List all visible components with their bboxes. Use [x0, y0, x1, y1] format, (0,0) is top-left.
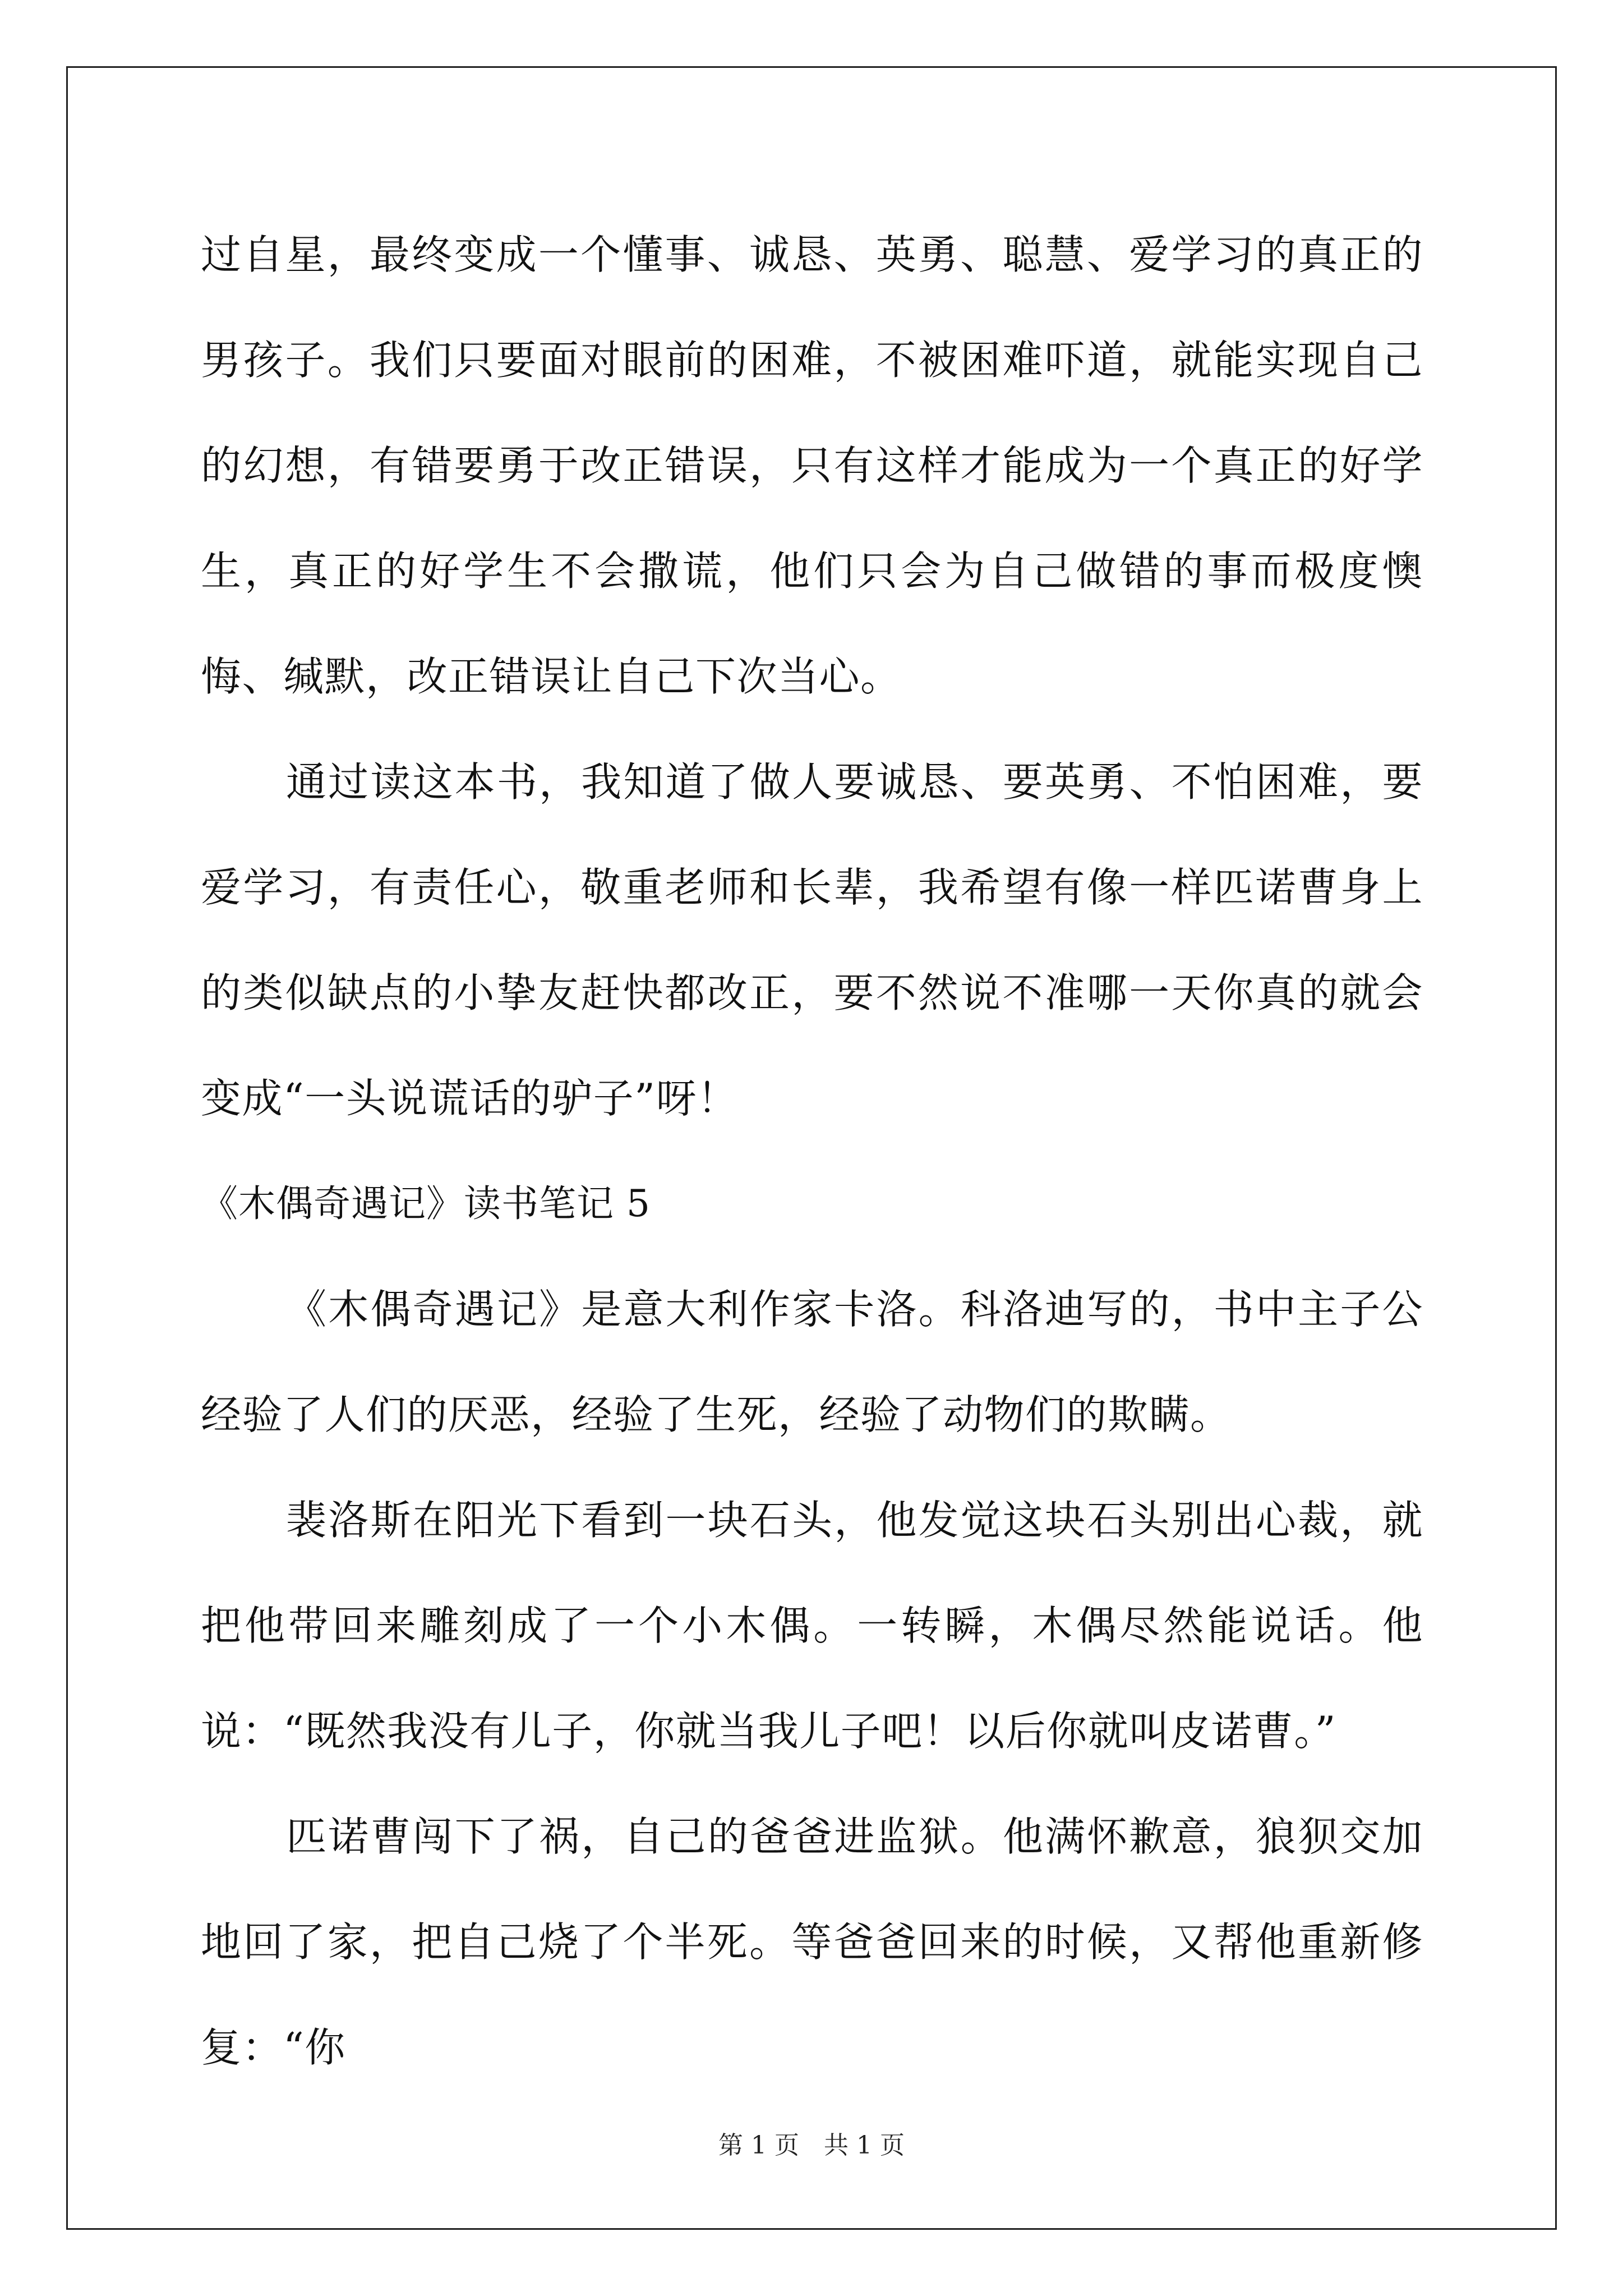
paragraph-carving: 裴洛斯在阳光下看到一块石头，他发觉这块石头别出心裁，就把他带回来雕刻成了一个小木偶。一转瞬，木偶尽然能说话。他说：“既然我没有儿子，你就当我儿子吧！以后你就叫皮诺曹。”: [201, 1497, 1423, 1755]
paragraph-reflection: 通过读这本书，我知道了做人要诚恳、要英勇、不怕困难，要爱学习，有责任心，敬重老师和长辈，我希望有像一样匹诺曹身上的类似缺点的小挚友赶快都改正，要不然说不准哪一天你真的就会变成“一头说谎话的驴子”呀！: [201, 758, 1423, 1122]
paragraph-trouble: 匹诺曹闯下了祸，自己的爸爸进监狱。他满怀歉意，狼狈交加地回了家，把自己烧了个半死。等爸爸回来的时候，又帮他重新修复：“你: [201, 1813, 1423, 2071]
paragraph-continuation: 过自星，最终变成一个懂事、诚恳、英勇、聪慧、爱学习的真正的男孩子。我们只要面对眼前的困难，不被困难吓道，就能实现自己的幻想，有错要勇于改正错误，只有这样才能成为一个真正的好学生，真正的好学生不会撒谎，他们只会为自己做错的事而极度懊悔、缄默，改正错误让自己下次当心。: [201, 231, 1423, 700]
page-footer: 第 1 页 共 1 页: [718, 2131, 905, 2160]
paragraph-intro: 《木偶奇遇记》是意大利作家卡洛。科洛迪写的，书中主子公经验了人们的厌恶，经验了生死，经验了动物们的欺瞒。: [201, 1286, 1423, 1438]
document-body: [201, 202, 1423, 2100]
section-title: 《木偶奇遇记》读书笔记 5: [201, 1182, 651, 1225]
